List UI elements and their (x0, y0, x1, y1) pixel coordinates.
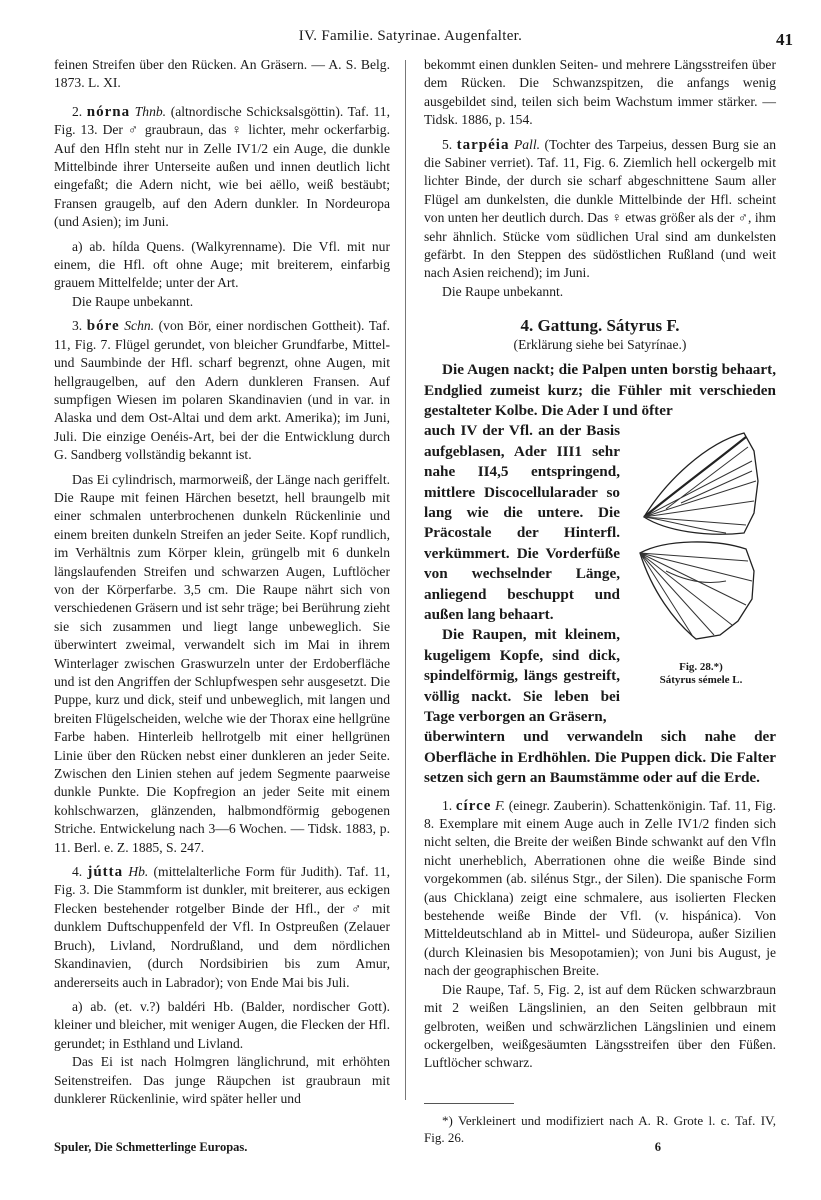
footnote-rule (424, 1103, 514, 1104)
paragraph-ei-2: Das Ei ist nach Holmgren länglichrund, mit erhöhten Seitenstreifen. Das junge Räupchen ist graubraun mit dunklerer Rückenlinie, wird später heller und (54, 1054, 390, 1106)
species-author: Thnb. (134, 103, 167, 119)
running-head (0, 28, 821, 52)
species-description: (von Bör, einer nordischen Gottheit). Taf. 11, Fig. 7. Flügel gerundet, von bleicher Grundfarbe, Mittel- und Saumbinde der Hfl. scharf begrenzt, ohne Augen, mit hellgraugelben, auf den Adern dunkleren Fransen. Auf sumpfigen Wiesen im polaren Skandinavien (und in var. in Alaska und dem Ost-Altai und dem arkt. Amerika); im Juni, Juli. Die einzige Oenéis-Art, bei der die Entwicklung durch G. Sandberg vollständig bekannt ist. (54, 318, 391, 463)
species-author: Schn. (124, 318, 155, 334)
raupe-circe: Die Raupe, Taf. 5, Fig. 2, ist auf dem Rücken schwarzbraun mit 2 weißen Längslinien, an den Seiten gelbbraun mit gelbroten, weißen und schwärzlichen Längslinien und einem ockergelben, weißgesäumten Längsstreifen über den Füßen. Luftlöcher schwarz. (424, 981, 776, 1071)
figure-wrap-text (424, 421, 626, 727)
genus-title: 4. Gattung. Sátyrus F. (520, 316, 680, 336)
raupe-unknown: Die Raupe unbekannt. (72, 293, 194, 309)
genus-description-1: Die Augen nackt; die Palpen unten borstig behaart, Endglied zumeist kurz; die Fühler mit verschieden gestalteter Kolbe. Die Ader I und öfter (424, 361, 776, 419)
species-name: jútta (87, 864, 124, 881)
footer-imprint: Spuler, Die Schmetterlinge Europas. (54, 1140, 248, 1154)
species-number: 3. (72, 318, 83, 334)
species-description: (einegr. Zauberin). Schattenkönigin. Taf. 11, Fig. 8. Exemplare mit einem Auge auch in Zelle IV1/2 finden sich nicht selten, die Breite der weißen Binde schwankt auf den Vfln nicht unerheblich, Aberrationen ohne die weiße Binde sind vorgekommen (ab. silénus Stgr., der Silen). Die spanische Form (aus Chicklana) zeigt eine schmalere, aus isolierten Flecken bestehende weiße Binde der Vfl. (v. hispánica). Von Mitteldeutschland ab in Mittel- und Südeuropa, außer Sizilien (durch Kleinasien bis Mesopotamien); von Juni bis August, je nach der geographischen Breite. (424, 797, 776, 979)
species-author: Pall. (513, 136, 540, 152)
forewing-costal-vein (644, 437, 746, 517)
forewing-outline (644, 433, 758, 534)
right-column (424, 56, 776, 1146)
species-number: 5. (442, 136, 453, 152)
species-author: Hb. (128, 864, 149, 880)
species-number: 4. (72, 864, 83, 880)
paragraph-continued: bekommt einen dunklen Seiten- und mehrere Längsstreifen über dem Rücken. Die Schwanzspitzen, die anfangs wenig ausgebildet sind, teilen sich beim Wachstum immer stärker. — Tidsk. 1886, p. 154. (424, 57, 776, 128)
aberration-hilda: a) ab. hílda Quens. (Walkyrenname). Die Vfl. mit nur einem, die Hfl. oft ohne Auge; mit breiterem, einfarbig grauem Mittelfelde; unter der Art. (54, 238, 390, 291)
wing-venation-diagram (626, 421, 776, 661)
hindwing-outline (640, 542, 754, 639)
signature-mark: 6 (654, 1140, 661, 1154)
forewing-veins (644, 447, 756, 525)
species-description: (altnordische Schicksalsgöttin). Taf. 11, Fig. 13. Der ♂ graubraun, das ♀ lichter, mehr ockerfarbig. Auf den Hfln steht nur in Zelle IV1/2 ein Auge, die dunkle Mittelbinde ihrer Unterseite außen und innen deutlich licht eingefaßt; die Adern nicht, wie bei aëllo, weiß bestäubt; Fransen graugelb, auf den Adern dunkler. In Nordeuropa (und Asien); im Juni. (54, 103, 390, 230)
species-entry-bore (54, 317, 390, 464)
species-entry-circe (424, 797, 776, 981)
species-name: nórna (86, 103, 131, 120)
page-number: 41 (776, 30, 793, 49)
figure-wing-venation (626, 421, 776, 727)
species-author: F. (495, 797, 506, 813)
species-entry-norna (54, 103, 390, 232)
species-name: tarpéia (456, 136, 510, 153)
page-footer (54, 1140, 771, 1160)
footnote: *) Verkleinert und modifiziert nach A. R. Grote l. c. Taf. IV, Fig. 26. (424, 1112, 776, 1145)
species-number: 1. (442, 797, 453, 813)
running-title: IV. Familie. Satyrinae. Augenfalter. (298, 28, 523, 44)
figure-block (424, 421, 776, 727)
column-divider (405, 60, 406, 1100)
species-description: (mittelalterliche Form für Judith). Taf. 11, Fig. 3. Die Stammform ist dunkler, mit breiterer, aus eckigen Flecken bestehender rotgelber Binde der Hfl., der ♂ mit dunklem Duftschuppenfeld der Vfl. In Ostpreußen (Zelauer Bruch), Livland, Nordrußland, und dem nördlichen Skandinavien, (durch Nordsibirien bis zum Amur, andererseits auch in Labrador); von Ende Mai bis Juli. (54, 864, 390, 990)
species-number: 2. (72, 103, 83, 119)
aberration-balderi: a) ab. (et. v.?) baldéri Hb. (Balder, nordischer Gott). kleiner und bleicher, mit weniger Augen, die Flecken der Hfl. gerundet; in Esthland und Livland. (54, 998, 390, 1051)
left-column (54, 56, 390, 1108)
genus-description-3: Die Raupen, mit kleinem, kugeligem Kopfe, sind dick, spindelförmig, längs gestreift, völlig nackt. Sie leben bei Tage verborgen an Gräsern, (424, 626, 620, 725)
species-name: bóre (86, 318, 120, 335)
species-entry-jutta (54, 863, 390, 992)
genus-subtitle: (Erklärung siehe bei Satyrínae.) (513, 336, 687, 352)
species-description: (Tochter des Tarpeius, dessen Burg sie an die Sabiner verriet). Taf. 11, Fig. 6. Ziemlich hell ockergelb mit lichter Binde, der durch sie scharf abgeschnittene Saum aller Flügel am dunkelsten, die dunkle Mittelbinde der Hfl. scheint von unten her deutlich durch. Das ♀ etwas größer als der ♂, ihm sehr ähnlich. Stücke vom südlichen Ural sind am dunkelsten gefärbt. In den Steppen des südöstlichen Rußland (und weit nach Asien reichend); im Juni. (424, 136, 776, 281)
genus-description-4: überwintern und verwandeln sich nahe der Oberfläche in Erdhöhlen. Die Puppen dick. Die Falter setzen sich gern an Baumstämme oder auf die Erde. (424, 728, 776, 787)
figure-caption-species: Sátyrus sémele L. (659, 674, 743, 687)
paragraph-ei: Das Ei cylindrisch, marmorweiß, der Länge nach geriffelt. Die Raupe mit feinen Härchen besetzt, hell braungelb mit einer schmalen unterbrochenen dunkeln Rückenlinie und einem breiten dunkeln Streifen an jeder Seite. Kopf rundlich, im Verhältnis zum Körper klein, grüngelb mit 6 dunkeln längslaufenden Streifen und schwarzen Augen, Luftlöcher von der Körperfarbe. 3,5 cm. Die Raupe nährt sich von verschiedenen Gräsern und ist sehr träge; bei Berührung zieht sie sich zusammen und liegt lange unbeweglich. Sie überwintert zweimal, verwandelt sich im Mai in ihrem Winterlager zwischen Graswurzeln unter der Erdoberfläche und ist den Angriffen der Schlupfwespen sehr ausgesetzt. Die Puppe, kurz und dick, steif und unbeweglich, mit langen und breiten Flügelscheiden, welche wie der Thorax eine hellgrüne Farbe haben. Hinterleib hellrotgelb mit einer hellgrünen Linie über den Rücken nebst einer dunkleren an jeder Seite. Zwischen den Linien stehen auf jedem Segmente paarweise dunkle Punkte. Die Kopfregion an jeder Seite mit einem kohlschwarzen, glänzenden, halbmondförmig gebogenen Striche. Entwickelung nach 3—6 Wochen. — Tidsk. 1883, p. 11. Berl. e. Z. 1885, S. 247. (54, 471, 390, 855)
figure-caption-number: Fig. 28.*) (679, 661, 723, 674)
raupe-unknown: Die Raupe unbekannt. (442, 283, 564, 299)
paragraph-continued: feinen Streifen über den Rücken. An Gräsern. — A. S. Belg. 1873. L. XI. (54, 57, 390, 91)
species-entry-tarpeia (424, 136, 776, 283)
species-name: círce (455, 797, 492, 814)
genus-description-2: auch IV der Vfl. an der Basis aufgeblasen, Ader III1 sehr nahe II4,5 entspringend, mittlere Discocellularader so lang wie die untere. Die Präcostale der Hinterfl. verkümmert. Die Vorderfüße von wechselnder Länge, anliegend beschuppt und außen lang behaart. (424, 422, 620, 623)
